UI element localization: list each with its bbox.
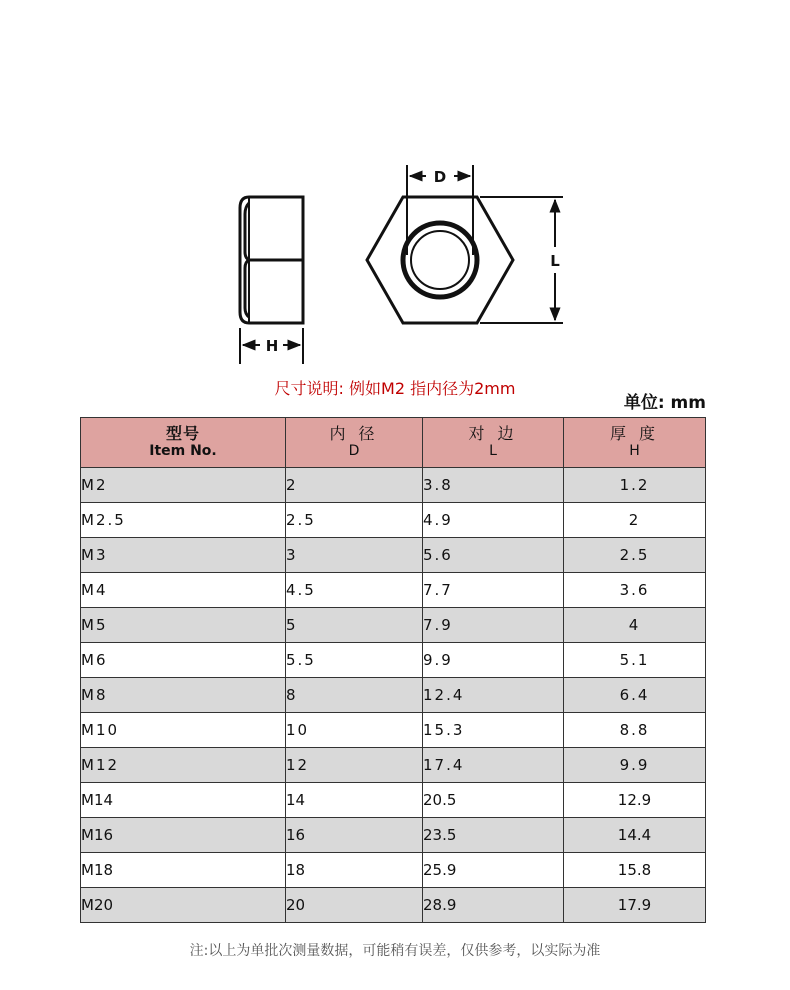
- table-row: [81, 573, 706, 608]
- table-row: [81, 503, 706, 538]
- cell-item-no: M4: [81, 573, 286, 608]
- cell-thickness: 9.9: [564, 748, 706, 783]
- dimension-l-label: L: [550, 252, 560, 270]
- cell-item-no: M6: [81, 643, 286, 678]
- dimension-h-label: H: [265, 337, 279, 355]
- hex-nut-diagram: [0, 0, 790, 380]
- header-code: D: [348, 443, 360, 459]
- header-label: 厚 度: [609, 424, 660, 443]
- cell-thickness: 12.9: [564, 783, 706, 818]
- cell-item-no: M5: [81, 608, 286, 643]
- table-row: [81, 538, 706, 573]
- cell-thickness: 5.1: [564, 643, 706, 678]
- cell-inner-diameter: 4.5: [286, 573, 423, 608]
- cell-item-no: M14: [81, 783, 286, 818]
- cell-inner-diameter: 5: [286, 608, 423, 643]
- table-row: [81, 783, 706, 818]
- cell-item-no: M18: [81, 853, 286, 888]
- cell-across-flats: 25.9: [423, 853, 564, 888]
- cell-thickness: 14.4: [564, 818, 706, 853]
- cell-item-no: M16: [81, 818, 286, 853]
- cell-inner-diameter: 10: [286, 713, 423, 748]
- nut-front-view: [367, 197, 513, 323]
- size-explanation-caption: 尺寸说明: 例如M2 指内径为2mm: [274, 379, 516, 398]
- cell-inner-diameter: 20: [286, 888, 423, 923]
- cell-across-flats: 4.9: [423, 503, 564, 538]
- cell-across-flats: 7.9: [423, 608, 564, 643]
- header-code: Item No.: [149, 443, 217, 459]
- header-label: 对 边: [468, 424, 518, 443]
- cell-inner-diameter: 14: [286, 783, 423, 818]
- cell-item-no: M3: [81, 538, 286, 573]
- cell-item-no: M12: [81, 748, 286, 783]
- header-label: 型号: [165, 424, 200, 443]
- cell-thickness: 8.8: [564, 713, 706, 748]
- cell-across-flats: 20.5: [423, 783, 564, 818]
- header-item-no: [81, 418, 286, 468]
- disclaimer-note: 注:以上为单批次测量数据，可能稍有误差，仅供参考，以实际为准: [189, 943, 601, 959]
- cell-thickness: 6.4: [564, 678, 706, 713]
- cell-across-flats: 23.5: [423, 818, 564, 853]
- header-thickness: [564, 418, 706, 468]
- cell-item-no: M20: [81, 888, 286, 923]
- cell-inner-diameter: 18: [286, 853, 423, 888]
- table-row: [81, 748, 706, 783]
- cell-across-flats: 5.6: [423, 538, 564, 573]
- table-row: [81, 678, 706, 713]
- cell-inner-diameter: 5.5: [286, 643, 423, 678]
- cell-thickness: 4: [564, 608, 706, 643]
- cell-across-flats: 17.4: [423, 748, 564, 783]
- cell-item-no: M8: [81, 678, 286, 713]
- cell-across-flats: 15.3: [423, 713, 564, 748]
- cell-thickness: 1.2: [564, 468, 706, 503]
- table-row: [81, 888, 706, 923]
- table-header-row: [81, 418, 706, 468]
- cell-thickness: 2: [564, 503, 706, 538]
- nut-side-view: [240, 197, 303, 323]
- cell-thickness: 3.6: [564, 573, 706, 608]
- cell-across-flats: 12.4: [423, 678, 564, 713]
- header-code: H: [629, 443, 640, 459]
- table-row: [81, 713, 706, 748]
- table-row: [81, 608, 706, 643]
- cell-thickness: 17.9: [564, 888, 706, 923]
- cell-inner-diameter: 12: [286, 748, 423, 783]
- table-row: [81, 468, 706, 503]
- table-row: [81, 818, 706, 853]
- table-row: [81, 643, 706, 678]
- cell-across-flats: 7.7: [423, 573, 564, 608]
- table-row: [81, 853, 706, 888]
- spec-table-body: [81, 468, 706, 923]
- header-across-flats: [423, 418, 564, 468]
- header-inner-diameter: [286, 418, 423, 468]
- cell-inner-diameter: 2: [286, 468, 423, 503]
- cell-across-flats: 3.8: [423, 468, 564, 503]
- cell-thickness: 15.8: [564, 853, 706, 888]
- cell-item-no: M2.5: [81, 503, 286, 538]
- cell-across-flats: 28.9: [423, 888, 564, 923]
- unit-label: 单位: mm: [623, 393, 706, 413]
- cell-inner-diameter: 16: [286, 818, 423, 853]
- header-label: 内 径: [329, 424, 379, 443]
- cell-inner-diameter: 8: [286, 678, 423, 713]
- cell-item-no: M2: [81, 468, 286, 503]
- dimension-d-label: D: [433, 168, 447, 186]
- cell-inner-diameter: 3: [286, 538, 423, 573]
- cell-inner-diameter: 2.5: [286, 503, 423, 538]
- cell-item-no: M10: [81, 713, 286, 748]
- spec-table: [80, 417, 706, 923]
- cell-thickness: 2.5: [564, 538, 706, 573]
- cell-across-flats: 9.9: [423, 643, 564, 678]
- header-code: L: [489, 443, 497, 459]
